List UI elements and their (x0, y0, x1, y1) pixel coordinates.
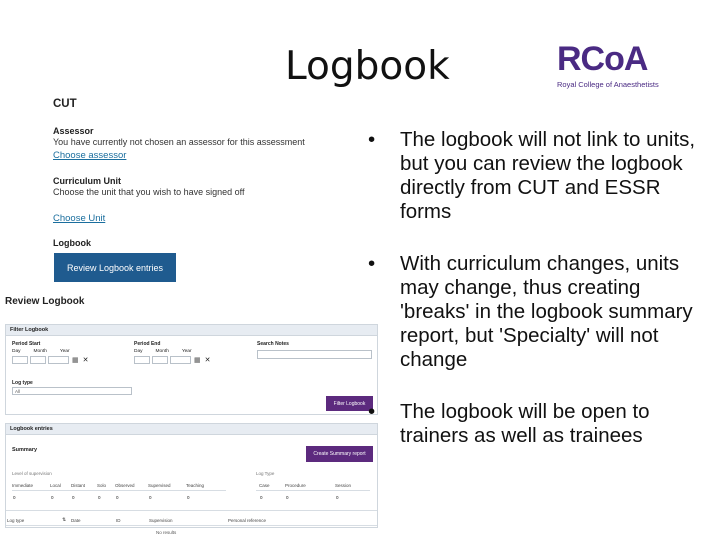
start-month-input[interactable] (30, 356, 46, 364)
summary-value: 0 (116, 495, 119, 500)
filter-logbook-panel (5, 324, 378, 415)
period-end-label: Period End (134, 341, 161, 347)
logbook-label: Logbook (53, 238, 91, 248)
choose-assessor-link[interactable]: Choose assessor (53, 150, 127, 161)
sort-icon[interactable]: ⇅ (62, 517, 67, 523)
level-of-supervision-label: Level of supervision (12, 471, 52, 476)
bullet-list (368, 128, 708, 476)
log-type-select[interactable]: All (12, 387, 132, 395)
logo-subtitle: Royal College of Anaesthetists (557, 80, 659, 89)
table-header-supervision[interactable]: Supervision (149, 518, 173, 523)
table-header-id[interactable]: ID (116, 518, 121, 523)
cut-heading: CUT (53, 98, 77, 110)
rcoa-logo (557, 40, 667, 96)
bullet-item (368, 128, 708, 224)
no-results-text: No results (156, 530, 177, 535)
column-header: Solo (97, 483, 107, 488)
bullet-icon: • (368, 128, 376, 151)
calendar-icon[interactable]: ▦ (72, 357, 79, 364)
year-label: Year (59, 349, 70, 354)
summary-label: Summary (12, 447, 38, 453)
end-year-input[interactable] (170, 356, 191, 364)
column-header: Observed (115, 483, 135, 488)
assessor-label: Assessor (53, 126, 94, 136)
slide-title: Logbook (285, 44, 450, 89)
search-notes-group (257, 341, 372, 359)
column-header: Immediate (12, 483, 34, 488)
divider (6, 510, 377, 511)
period-start-group (12, 341, 89, 364)
logo-letters: RCoA (557, 40, 648, 78)
create-summary-report-button[interactable]: Create Summary report (306, 446, 373, 462)
assessor-text: You have currently not chosen an assessor for this assessment (53, 137, 305, 147)
table-header-personal-reference[interactable]: Personal reference (228, 518, 267, 523)
filter-panel-title: Filter Logbook (6, 325, 377, 336)
column-header: Teaching (186, 483, 205, 488)
day-label: Day (134, 349, 143, 354)
bullet-text: The logbook will be open to trainers as well as trainees (400, 400, 650, 447)
summary-value: 0 (13, 495, 16, 500)
start-year-input[interactable] (48, 356, 69, 364)
period-start-label: Period Start (12, 341, 41, 347)
summary-value: 0 (260, 495, 263, 500)
day-label: Day (12, 349, 21, 354)
month-label: Month (33, 349, 47, 354)
log-type-summary-label: Log Type (256, 471, 275, 476)
column-header: Distant (71, 483, 86, 488)
table-header-date[interactable]: Date (71, 518, 81, 523)
column-header: Session (335, 483, 352, 488)
search-notes-input[interactable] (257, 350, 372, 359)
divider (12, 490, 226, 491)
month-label: Month (155, 349, 169, 354)
summary-value: 0 (336, 495, 339, 500)
bullet-text: The logbook will not link to units, but you can review the logbook directly from CUT and ESSR forms (400, 128, 696, 223)
divider (6, 525, 377, 526)
end-day-input[interactable] (134, 356, 150, 364)
start-day-input[interactable] (12, 356, 28, 364)
summary-value: 0 (149, 495, 152, 500)
period-end-group (134, 341, 211, 364)
column-header: Local (50, 483, 61, 488)
column-header: Case (259, 483, 270, 488)
summary-value: 0 (98, 495, 101, 500)
bullet-text: With curriculum changes, units may change, thus creating 'breaks' in the logbook summary report, but 'Specialty' will not change (400, 252, 693, 371)
bullet-item (368, 252, 708, 372)
year-label: Year (181, 349, 192, 354)
cut-form (53, 98, 343, 248)
bullet-item (368, 400, 708, 448)
summary-value: 0 (187, 495, 190, 500)
summary-value: 0 (72, 495, 75, 500)
log-type-label: Log type (12, 380, 33, 386)
search-notes-label: Search Notes (257, 341, 289, 347)
curriculum-unit-label: Curriculum Unit (53, 176, 122, 186)
review-logbook-entries-button[interactable]: Review Logbook entries (54, 253, 176, 282)
bullet-icon: • (368, 252, 376, 275)
curriculum-unit-text: Choose the unit that you wish to have signed off (53, 187, 245, 197)
column-header: Supervised (148, 483, 171, 488)
logbook-entries-panel (5, 423, 378, 528)
end-month-input[interactable] (152, 356, 168, 364)
clear-icon[interactable]: ✕ (204, 357, 211, 364)
filter-logbook-button[interactable]: Filter Logbook (326, 396, 373, 411)
choose-unit-link[interactable]: Choose Unit (53, 213, 106, 224)
calendar-icon[interactable]: ▦ (194, 357, 201, 364)
summary-value: 0 (51, 495, 54, 500)
divider (256, 490, 370, 491)
entries-panel-title: Logbook entries (6, 424, 377, 435)
summary-value: 0 (286, 495, 289, 500)
bullet-icon: • (368, 400, 376, 423)
table-header-log-type[interactable]: Log type (7, 518, 25, 523)
review-logbook-title: Review Logbook (5, 296, 85, 307)
column-header: Procedure (285, 483, 306, 488)
clear-icon[interactable]: ✕ (82, 357, 89, 364)
